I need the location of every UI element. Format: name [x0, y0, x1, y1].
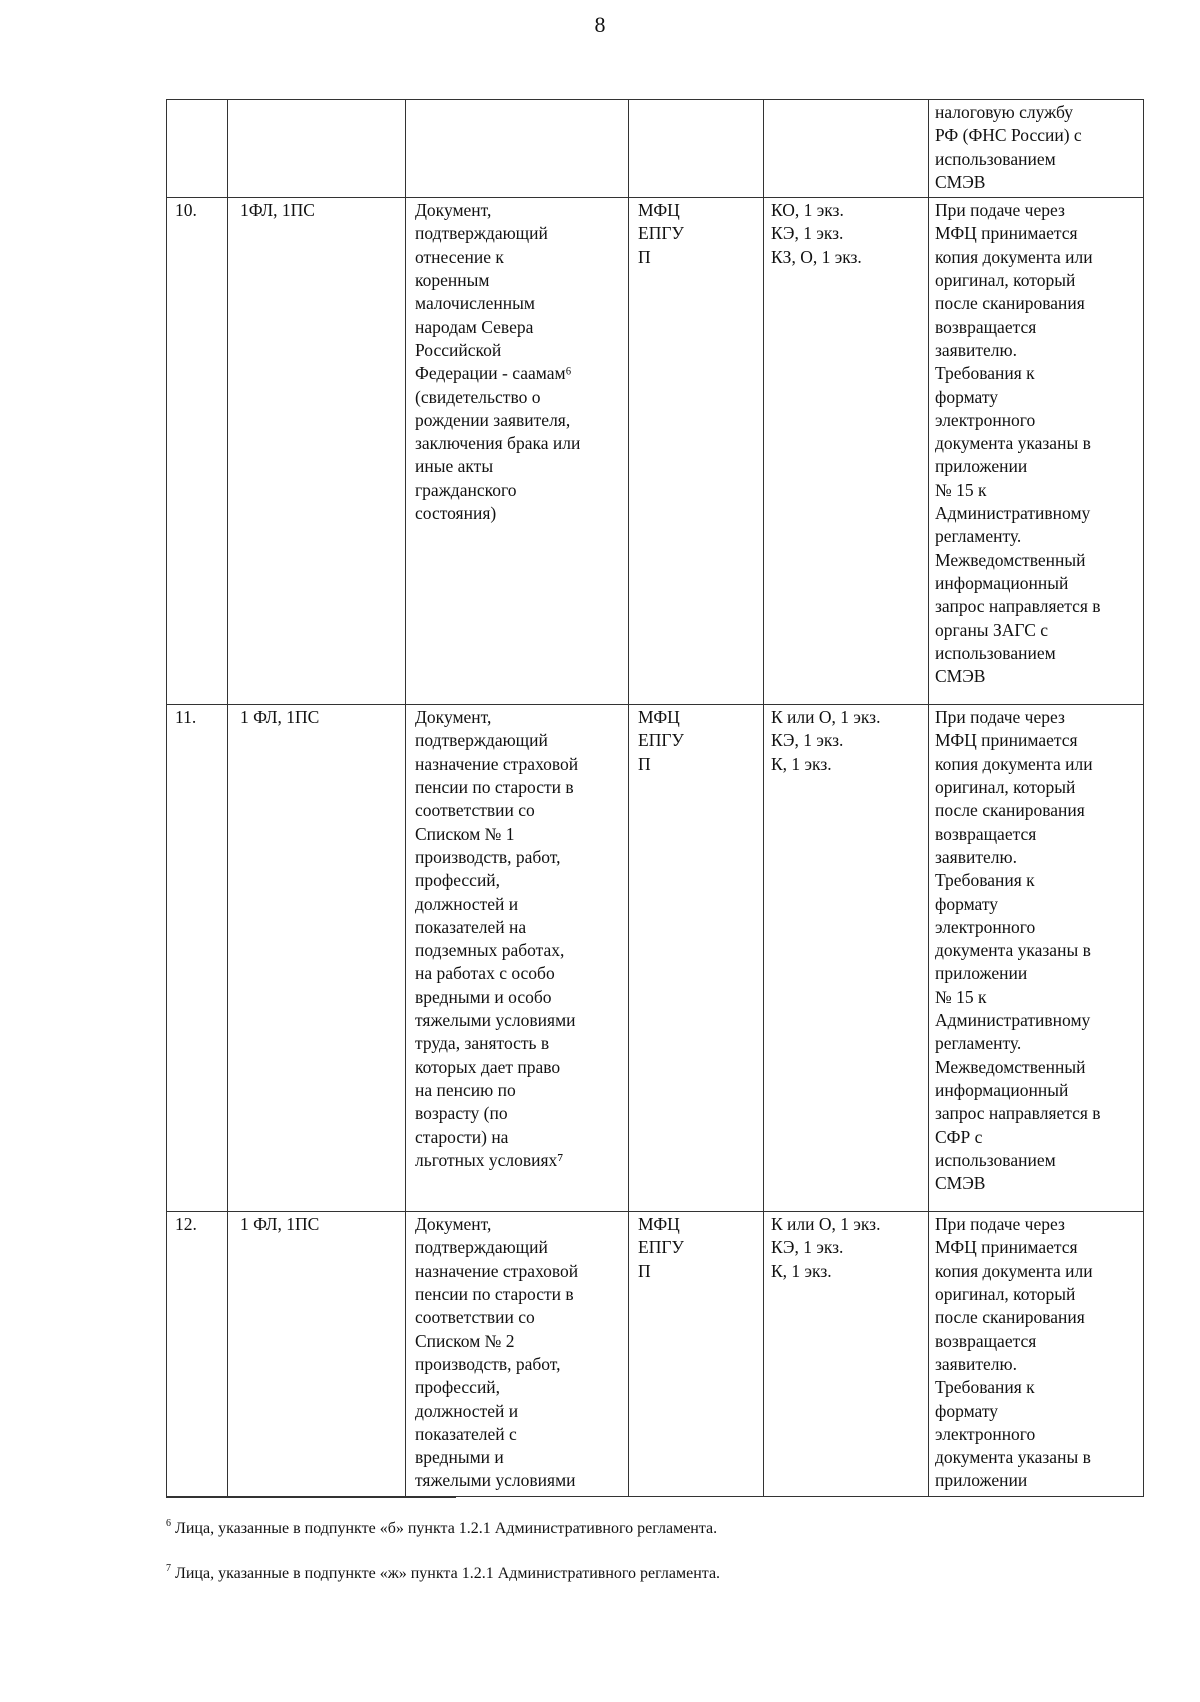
table-row	[167, 198, 1144, 705]
note-cell: При подаче через МФЦ принимается копия документа или оригинал, который после сканирования возвращается заявителю. Требования к формату электронного документа указаны в приложении	[929, 1212, 1144, 1497]
footnote	[166, 1563, 720, 1583]
document-form-cell	[764, 100, 929, 198]
document-form-cell: К или О, 1 экз. КЭ, 1 экз. К, 1 экз.	[764, 1212, 929, 1497]
footnote-mark: 6	[166, 1518, 171, 1529]
documents-table	[166, 99, 1144, 1497]
row-number-cell: 10.	[167, 198, 228, 705]
row-number-cell: 11.	[167, 705, 228, 1212]
document-form-cell: К или О, 1 экз. КЭ, 1 экз. К, 1 экз.	[764, 705, 929, 1212]
document-cell: Документ, подтверждающий отнесение к коренным малочисленным народам Севера Российской Федерации - саамам⁶ (свидетельство о рождении заявителя, заключения брака или иные акты гражданского состояния)	[406, 198, 629, 705]
footnote-separator	[166, 1497, 456, 1498]
note-cell: При подаче через МФЦ принимается копия документа или оригинал, который после сканирования возвращается заявителю. Требования к формату электронного документа указаны в приложении № 15 к Административному регламенту. Межведомственный информационный запрос направляется в органы ЗАГС с использованием СМЭВ	[929, 198, 1144, 705]
submission-channel-cell	[629, 100, 764, 198]
submission-channel-cell: МФЦ ЕПГУ П	[629, 705, 764, 1212]
footnote	[166, 1518, 717, 1538]
applicant-cell: 1 ФЛ, 1ПС	[228, 705, 406, 1212]
document-cell: Документ, подтверждающий назначение страховой пенсии по старости в соответствии со Списком № 2 производств, работ, профессий, должностей и показателей с вредными и тяжелыми условиями	[406, 1212, 629, 1497]
footnote-text: Лица, указанные в подпункте «б» пункта 1.2.1 Административного регламента.	[175, 1520, 718, 1537]
footnote-mark: 7	[166, 1563, 171, 1574]
footnote-text: Лица, указанные в подпункте «ж» пункта 1.2.1 Административного регламента.	[175, 1565, 721, 1582]
document-cell: Документ, подтверждающий назначение страховой пенсии по старости в соответствии со Списком № 1 производств, работ, профессий, должностей и показателей на подземных работах, на работах с особо вредными и особо тяжелыми условиями труда, занятость в которых дает право на пенсию по возрасту (по старости) на льготных условиях⁷	[406, 705, 629, 1212]
document-cell	[406, 100, 629, 198]
note-cell: налоговую службу РФ (ФНС России) с использованием СМЭВ	[929, 100, 1144, 198]
document-form-cell: КО, 1 экз. КЭ, 1 экз. КЗ, О, 1 экз.	[764, 198, 929, 705]
note-cell: При подаче через МФЦ принимается копия документа или оригинал, который после сканирования возвращается заявителю. Требования к формату электронного документа указаны в приложении № 15 к Административному регламенту. Межведомственный информационный запрос направляется в СФР с использованием СМЭВ	[929, 705, 1144, 1212]
applicant-cell	[228, 100, 406, 198]
submission-channel-cell: МФЦ ЕПГУ П	[629, 198, 764, 705]
row-number-cell: 12.	[167, 1212, 228, 1497]
applicant-cell: 1 ФЛ, 1ПС	[228, 1212, 406, 1497]
table-row	[167, 705, 1144, 1212]
table-row	[167, 100, 1144, 198]
table-row	[167, 1212, 1144, 1497]
page-number: 8	[594, 12, 606, 37]
submission-channel-cell: МФЦ ЕПГУ П	[629, 1212, 764, 1497]
row-number-cell	[167, 100, 228, 198]
applicant-cell: 1ФЛ, 1ПС	[228, 198, 406, 705]
